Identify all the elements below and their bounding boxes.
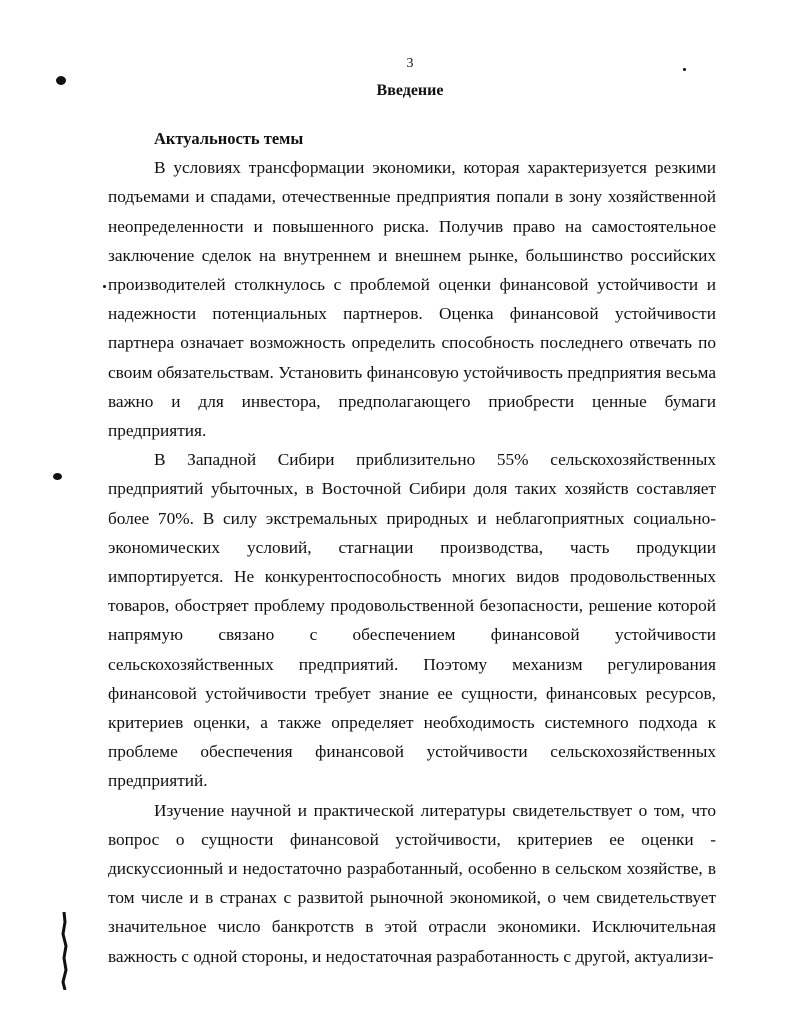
subheading: Актуальность темы (154, 129, 304, 148)
paragraph-1: В условиях трансформации экономики, которая характеризуется резкими подъемами и спадами, отечественные предприятия попали в зону хозяйственной неопределенности и повышенного риска. Получив право на самостоятельное заключение сделок на внутреннем и внешнем рынке, большинство российских производителей столкнулось с проблемой оценки финансовой устойчивости и надежности потенциальных партнеров. Оценка финансовой устойчивости партнера означает возможность определить способность последнего отвечать по своим обязательствам. Установить финансовую устойчивость предприятия весьма важно и для инвестора, предполагающего приобрести ценные бумаги предприятия. (108, 158, 716, 441)
margin-ink-mark (60, 912, 68, 990)
section-title: Введение (376, 82, 444, 99)
body-text (108, 124, 716, 971)
scan-speck (103, 285, 106, 288)
paragraph-3: Изучение научной и практической литературы свидетельствует о том, что вопрос о сущности финансовой устойчивости, критериев ее оценки - дискуссионный и недостаточно разработанный, особенно в сельском хозяйстве, в том числе и в странах с развитой рыночной экономикой, о чем свидетельствует значительное число банкротств в этой отрасли экономики. Исключительная важность с одной стороны, и недостаточная разработанность с другой, актуализи- (108, 800, 716, 966)
paragraph-2: В Западной Сибири приблизительно 55% сельскохозяйственных предприятий убыточных, в Восточной Сибири доля таких хозяйств составляет более 70%. В силу экстремальных природных и неблагоприятных социально-экономических условий, стагнации производства, часть продукции импортируется. Не конкурентоспособность многих видов продовольственных товаров, обостряет проблему продовольственной безопасности, решение которой напрямую связано с обеспечением финансовой устойчивости сельскохозяйственных предприятий. Поэтому механизм регулирования финансовой устойчивости требует знание ее сущности, финансовых ресурсов, критериев оценки, а также определяет необходимость системного подхода к проблеме обеспечения финансовой устойчивости сельскохозяйственных предприятий. (108, 450, 716, 791)
scan-speck (53, 473, 62, 480)
page-number: 3 (406, 56, 414, 71)
